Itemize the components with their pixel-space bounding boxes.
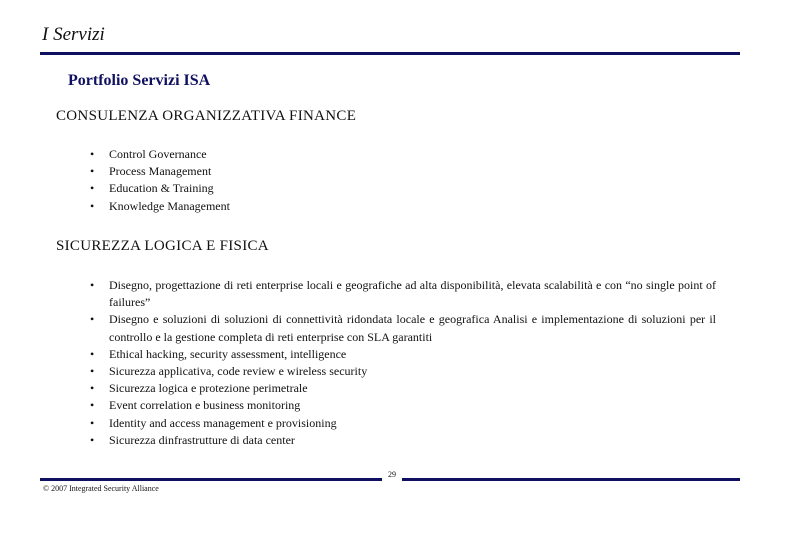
list-item: • Process Management	[90, 163, 230, 180]
section-heading-sicurezza: SICUREZZA LOGICA E FISICA	[56, 238, 269, 254]
list-item: • Knowledge Management	[90, 198, 230, 215]
sicurezza-list	[90, 277, 716, 449]
list-item: • Disegno, progettazione di reti enterprise locali e geografiche ad alta disponibilità, elevata scalabilità e con “no single point of failures”	[90, 277, 716, 311]
footer-divider-left	[40, 478, 382, 481]
consulenza-list	[90, 146, 230, 215]
list-item: • Event correlation e business monitoring	[90, 397, 716, 414]
list-item: • Sicurezza logica e protezione perimetrale	[90, 380, 716, 397]
title-divider	[40, 52, 740, 55]
list-item: • Education & Training	[90, 180, 230, 197]
footer-divider-right	[402, 478, 740, 481]
subtitle: Portfolio Servizi ISA	[68, 72, 211, 89]
slide-title: I Servizi	[42, 24, 105, 45]
list-item: • Sicurezza dinfrastrutture di data center	[90, 432, 716, 449]
copyright: © 2007 Integrated Security Alliance	[43, 484, 159, 493]
list-item: • Ethical hacking, security assessment, intelligence	[90, 346, 716, 363]
section-heading-consulenza: CONSULENZA ORGANIZZATIVA FINANCE	[56, 108, 357, 124]
list-item: • Identity and access management e provisioning	[90, 415, 716, 432]
page-number: 29	[388, 470, 396, 479]
list-item: • Control Governance	[90, 146, 230, 163]
list-item: • Disegno e soluzioni di soluzioni di connettività ridondata locale e geografica Analisi e implementazione di soluzioni per il controllo e la gestione completa di reti enterprise con SLA garantiti	[90, 311, 716, 345]
list-item: • Sicurezza applicativa, code review e wireless security	[90, 363, 716, 380]
